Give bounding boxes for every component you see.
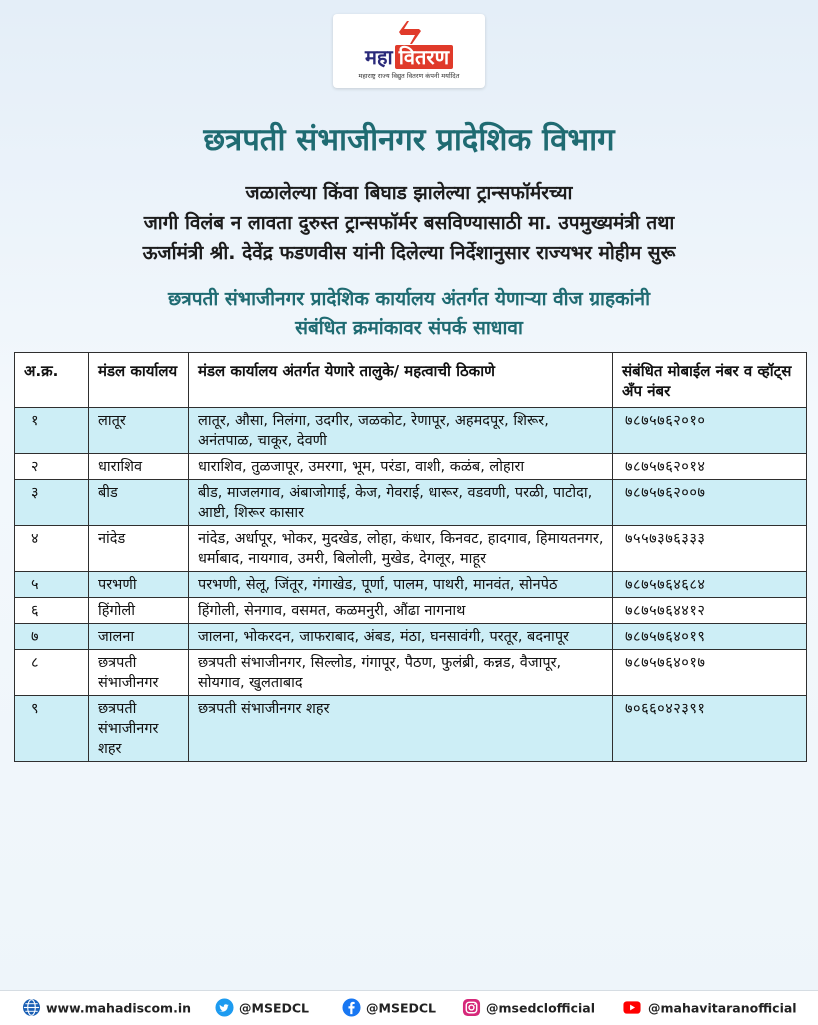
table-row: [15, 480, 807, 526]
twitter-icon: [215, 998, 234, 1017]
contact-line: संबंधित क्रमांकावर संपर्क साधावा: [295, 317, 523, 339]
twitter-handle: @MSEDCL: [239, 1000, 309, 1016]
youtube-handle: @mahavitaranofficial: [648, 1000, 797, 1016]
row-phone: ७८७५७६४०१९: [613, 624, 807, 650]
youtube-icon: [621, 998, 643, 1017]
row-phone: ७८७५७६२००७: [613, 480, 807, 526]
row-office: नांदेड: [89, 526, 189, 572]
announcement-line: जळालेल्या किंवा बिघाड झालेल्या ट्रान्सफॉर्मरच्या: [245, 182, 573, 204]
facebook-icon: [342, 998, 361, 1017]
row-sr: ४: [15, 526, 89, 572]
header-sr: अ.क्र.: [15, 353, 89, 408]
table-row: [15, 624, 807, 650]
row-talukas: हिंगोली, सेनगाव, वसमत, कळमनुरी, औंढा नागनाथ: [189, 598, 613, 624]
row-office: धाराशिव: [89, 454, 189, 480]
row-sr: ९: [15, 696, 89, 762]
header-talukas: मंडल कार्यालय अंतर्गत येणारे तालुके/ महत्वाची ठिकाणे: [189, 353, 613, 408]
row-sr: ७: [15, 624, 89, 650]
table-header-row: [15, 353, 807, 408]
row-sr: ८: [15, 650, 89, 696]
instagram-handle: @msedclofficial: [486, 1000, 596, 1016]
mahavitaran-logo: [333, 14, 485, 88]
row-talukas: जालना, भोकरदन, जाफराबाद, अंबड, मंठा, घनसावंगी, परतूर, बदनापूर: [189, 624, 613, 650]
page-title: छत्रपती संभाजीनगर प्रादेशिक विभाग: [203, 122, 615, 158]
row-sr: १: [15, 408, 89, 454]
logo-wordmark: [333, 46, 485, 68]
table-row: [15, 598, 807, 624]
row-office: छत्रपती संभाजीनगर शहर: [89, 696, 189, 762]
row-office: छत्रपती संभाजीनगर: [89, 650, 189, 696]
row-phone: ७८७५७६४०१७: [613, 650, 807, 696]
table-row: [15, 572, 807, 598]
table-row: [15, 408, 807, 454]
contact-line: छत्रपती संभाजीनगर प्रादेशिक कार्यालय अंतर्गत येणाऱ्या वीज ग्राहकांनी: [167, 288, 651, 310]
footer-twitter-link[interactable]: [215, 998, 309, 1018]
table-row: [15, 454, 807, 480]
row-office: परभणी: [89, 572, 189, 598]
row-talukas: छत्रपती संभाजीनगर, सिल्लोड, गंगापूर, पैठण, फुलंब्री, कन्नड, वैजापूर, सोयगाव, खुलताबाद: [189, 650, 613, 696]
row-sr: ६: [15, 598, 89, 624]
logo-tagline: महाराष्ट्र राज्य विद्युत वितरण कंपनी मर्यादित: [358, 72, 460, 80]
header-office: मंडल कार्यालय: [89, 353, 189, 408]
table-row: [15, 650, 807, 696]
footer-youtube-link[interactable]: [621, 998, 797, 1018]
row-phone: ७५५७३७६३३३: [613, 526, 807, 572]
row-phone: ७८७५७६४४१२: [613, 598, 807, 624]
announcement-line: ऊर्जामंत्री श्री. देवेंद्र फडणवीस यांनी दिलेल्या निर्देशानुसार राज्यभर मोहीम सुरू: [142, 242, 676, 264]
row-talukas: बीड, माजलगाव, अंबाजोगाई, केज, गेवराई, धारूर, वडवणी, परळी, पाटोदा, आष्टी, शिरूर कासार: [189, 480, 613, 526]
footer-website-link[interactable]: [22, 998, 191, 1018]
row-talukas: लातूर, औसा, निलंगा, उदगीर, जळकोट, रेणापूर, अहमदपूर, शिरूर, अनंतपाळ, चाकूर, देवणी: [189, 408, 613, 454]
row-office: जालना: [89, 624, 189, 650]
row-phone: ७०६६०४२३९१: [613, 696, 807, 762]
logo-vitaran: वितरण: [395, 45, 453, 69]
footer-instagram-link[interactable]: [462, 998, 595, 1018]
row-office: लातूर: [89, 408, 189, 454]
contact-table: [14, 352, 807, 762]
table-row: [15, 526, 807, 572]
row-phone: ७८७५७६२०१४: [613, 454, 807, 480]
row-phone: ७८७५७६४६८४: [613, 572, 807, 598]
contact-instruction: [0, 285, 818, 343]
row-sr: ३: [15, 480, 89, 526]
row-talukas: छत्रपती संभाजीनगर शहर: [189, 696, 613, 762]
row-sr: २: [15, 454, 89, 480]
website-text: www.mahadiscom.in: [46, 1000, 192, 1016]
social-footer: [0, 990, 818, 1025]
row-office: हिंगोली: [89, 598, 189, 624]
logo-maha: महा: [364, 45, 393, 69]
announcement-line: जागी विलंब न लावता दुरुस्त ट्रान्सफॉर्मर बसविण्यासाठी मा. उपमुख्यमंत्री तथा: [143, 212, 675, 234]
row-phone: ७८७५७६२०१०: [613, 408, 807, 454]
facebook-handle: @MSEDCL: [366, 1000, 436, 1016]
row-sr: ५: [15, 572, 89, 598]
table-row: [15, 696, 807, 762]
announcement-text: [0, 178, 818, 268]
row-talukas: नांदेड, अर्धापूर, भोकर, मुदखेड, लोहा, कंधार, किनवट, हादगाव, हिमायतनगर, धर्माबाद, नायगाव, उमरी, बिलोली, मुखेड, देगलूर, माहूर: [189, 526, 613, 572]
header-phone: संबंधित मोबाईल नंबर व व्हॉट्स अँप नंबर: [613, 353, 807, 408]
row-talukas: परभणी, सेलू, जिंतूर, गंगाखेड, पूर्णा, पालम, पाथरी, मानवंत, सोनपेठ: [189, 572, 613, 598]
footer-facebook-link[interactable]: [342, 998, 436, 1018]
row-talukas: धाराशिव, तुळजापूर, उमरगा, भूम, परंडा, वाशी, कळंब, लोहारा: [189, 454, 613, 480]
lightning-bolt-icon: [393, 18, 425, 48]
row-office: बीड: [89, 480, 189, 526]
instagram-icon: [462, 998, 481, 1017]
globe-icon: [22, 998, 41, 1017]
